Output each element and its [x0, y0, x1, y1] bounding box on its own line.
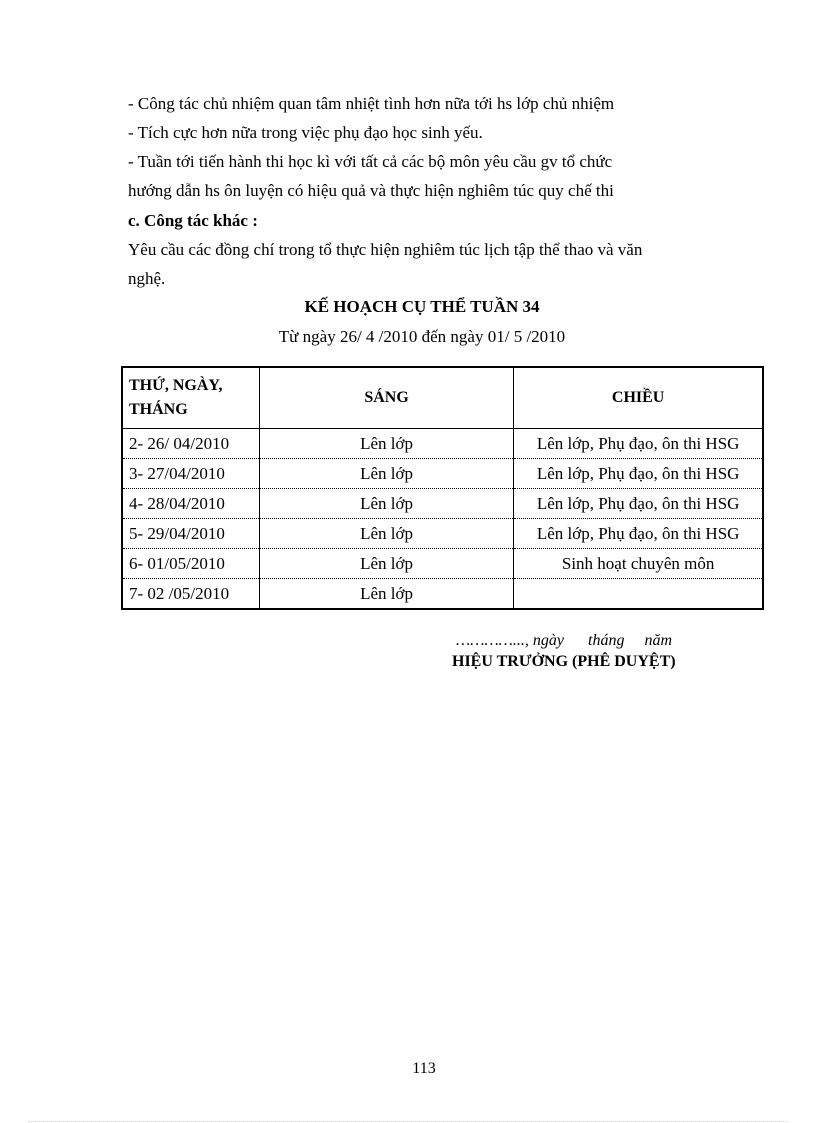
signature-date-line: …………..., ngày tháng năm [456, 632, 673, 649]
table-row [122, 579, 763, 610]
row-morning: Lên lớp [259, 549, 513, 579]
header-day-line2: THÁNG [129, 401, 188, 418]
report-line-homeroom: - Công tác chủ nhiệm quan tâm nhiệt tình hơn nữa tới hs lớp chủ nhiệm [128, 94, 615, 113]
signature-title: HIỆU TRƯỞNG (PHÊ DUYỆT) [452, 653, 676, 670]
weekly-schedule-table [121, 366, 764, 610]
row-morning: Lên lớp [259, 519, 513, 549]
row-afternoon: Lên lớp, Phụ đạo, ôn thi HSG [514, 459, 763, 489]
row-day: 5- 29/04/2010 [122, 519, 259, 549]
header-afternoon-column: CHIỀU [514, 367, 763, 429]
report-line-tutoring: - Tích cực hơn nữa trong việc phụ đạo học sinh yếu. [128, 123, 483, 142]
table-header-row [122, 367, 763, 429]
row-day: 4- 28/04/2010 [122, 489, 259, 519]
row-morning: Lên lớp [259, 459, 513, 489]
report-line-sports-arts: Yêu cầu các đồng chí trong tổ thực hiện nghiêm túc lịch tập thể thao và văn [128, 240, 643, 259]
report-line-sports-arts-continued: nghệ. [128, 269, 166, 288]
row-morning: Lên lớp [259, 579, 513, 610]
table-row [122, 549, 763, 579]
row-afternoon: Lên lớp, Phụ đạo, ôn thi HSG [514, 519, 763, 549]
header-day-line1: THỨ, NGÀY, [129, 377, 223, 394]
section-heading-other-work: c. Công tác khác : [128, 211, 258, 230]
row-day: 6- 01/05/2010 [122, 549, 259, 579]
report-line-exams: - Tuần tới tiến hành thi học kì với tất cả các bộ môn yêu cầu gv tổ chức [128, 152, 613, 171]
row-afternoon: Lên lớp, Phụ đạo, ôn thi HSG [514, 489, 763, 519]
header-day-column [122, 367, 259, 429]
row-day: 2- 26/ 04/2010 [122, 429, 259, 459]
table-row [122, 459, 763, 489]
row-afternoon: Sinh hoạt chuyên môn [514, 549, 763, 579]
plan-date-range: Từ ngày 26/ 4 /2010 đến ngày 01/ 5 /2010 [278, 327, 566, 346]
table-row [122, 519, 763, 549]
row-morning: Lên lớp [259, 429, 513, 459]
footer-divider [28, 1121, 788, 1122]
row-day: 3- 27/04/2010 [122, 459, 259, 489]
row-morning: Lên lớp [259, 489, 513, 519]
row-afternoon: Lên lớp, Phụ đạo, ôn thi HSG [514, 429, 763, 459]
page-number: 113 [412, 1060, 436, 1077]
table-row [122, 489, 763, 519]
table-row [122, 429, 763, 459]
header-morning-column: SÁNG [259, 367, 513, 429]
plan-title: KẾ HOẠCH CỤ THỂ TUẦN 34 [304, 297, 540, 316]
row-afternoon [514, 579, 763, 610]
row-day: 7- 02 /05/2010 [122, 579, 259, 610]
report-line-exams-continued: hướng dẫn hs ôn luyện có hiệu quả và thực hiện nghiêm túc quy chế thi [128, 181, 614, 200]
